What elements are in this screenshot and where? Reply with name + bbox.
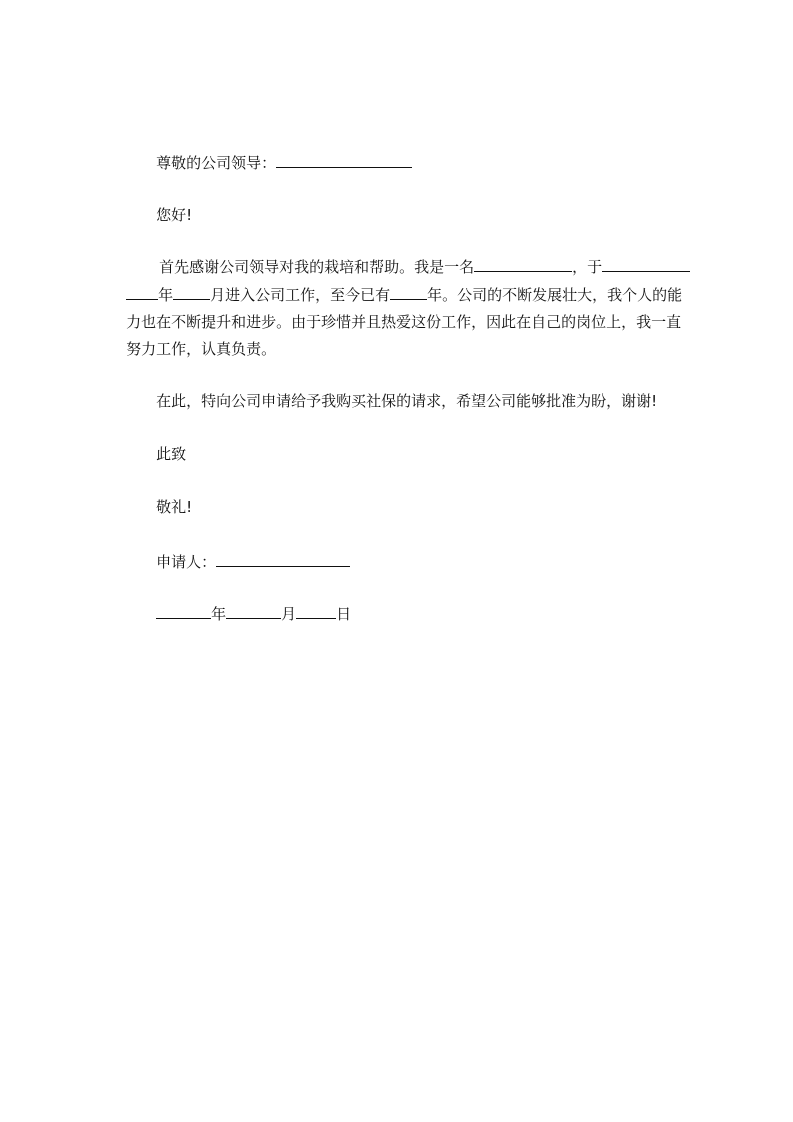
para1-line2 [107, 264, 683, 304]
applicant-label: 申请人： [156, 553, 217, 571]
closing2-line [137, 477, 193, 516]
para1-text-l3: 力也在不断提升和进步。由于珍惜并且热爱这份工作，因此在自己的岗位上，我一直 [126, 313, 682, 331]
date-month-text: 月 [281, 605, 297, 623]
salutation-text: 尊敬的公司领导： [156, 154, 277, 172]
para2-text: 在此，特向公司申请给予我购买社保的请求，希望公司能够批准为盼，谢谢! [156, 392, 658, 410]
date-line [137, 583, 352, 623]
date-day-blank [296, 603, 336, 619]
applicant-line [137, 531, 350, 571]
closing1-line [137, 424, 187, 463]
recipient-blank [276, 152, 412, 168]
date-month-blank [226, 603, 281, 619]
closing1-text: 此致 [156, 445, 187, 463]
applicant-blank [216, 551, 350, 567]
date-year-text: 年 [211, 605, 227, 623]
para1-month-text: 月进入公司工作，至今已有 [210, 286, 391, 304]
para1-text-b: ，于 [572, 258, 603, 276]
para2-line [137, 371, 658, 410]
salutation-line [137, 132, 412, 172]
para1-text-c: 年。公司的不断发展壮大，我个人的能 [427, 286, 683, 304]
greeting-text: 您好! [156, 206, 193, 224]
para1-line3 [107, 292, 682, 331]
para1-line4 [107, 319, 277, 358]
date-year-blank [156, 603, 211, 619]
para1-text-l4: 努力工作，认真负责。 [126, 340, 277, 358]
para1-text-a: 首先感谢公司领导对我的栽培和帮助。我是一名 [159, 258, 475, 276]
closing2-text: 敬礼! [156, 498, 193, 516]
greeting-line [137, 185, 193, 224]
date-day-text: 日 [336, 605, 352, 623]
para1-year-text: 年 [158, 286, 174, 304]
para1-line1 [140, 236, 690, 276]
